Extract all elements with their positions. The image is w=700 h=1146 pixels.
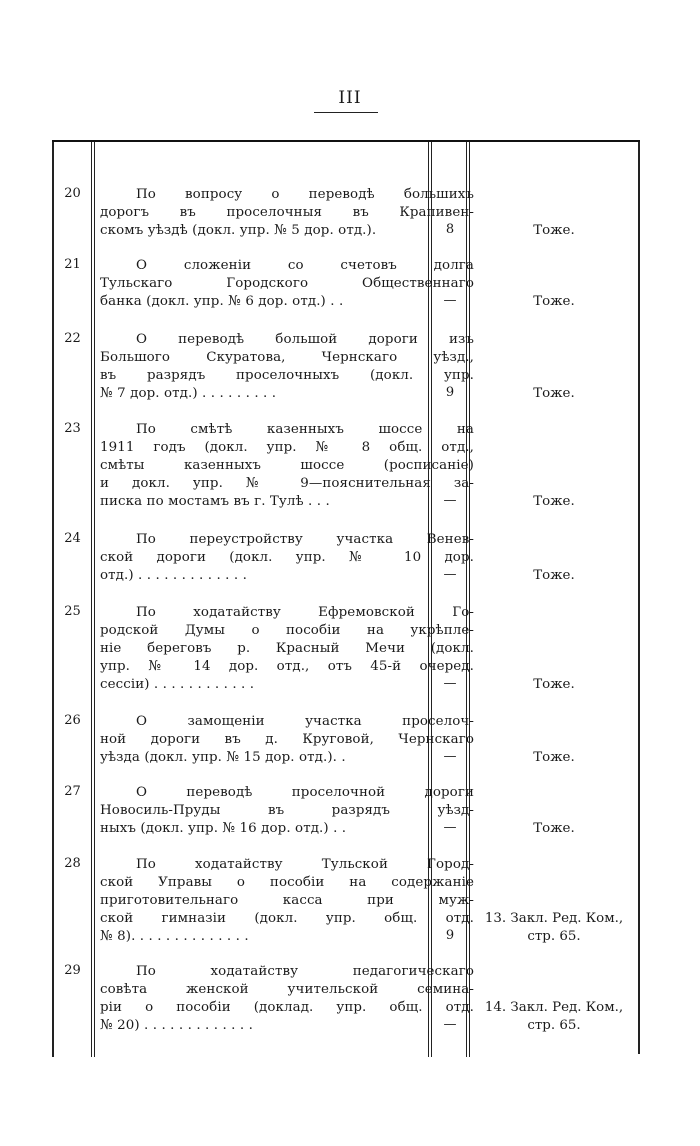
- row-number: 26: [64, 713, 81, 728]
- description-line: отд.) . . . . . . . . . . . . .: [100, 568, 247, 583]
- column-divider: [94, 142, 95, 1057]
- row-resolution: [472, 910, 636, 946]
- resolution-line: Тоже.: [533, 386, 575, 401]
- resolution-line: Тоже.: [533, 568, 575, 583]
- description-line: № 7 дор. отд.) . . . . . . . . .: [100, 386, 277, 401]
- description-line: О сложеніи со счетовъ долга: [136, 258, 474, 273]
- description-line: О переводѣ проселочной дороги: [136, 785, 474, 800]
- description-line: По ходатайству педагогическаго: [136, 964, 474, 979]
- row-description: [100, 186, 474, 240]
- row-description: [100, 331, 474, 403]
- description-line: писка по мостамъ въ г. Тулѣ . . .: [100, 494, 330, 509]
- row-description: [100, 421, 474, 511]
- page-reference: —: [443, 749, 457, 764]
- description-line: ской дороги (докл. упр. № 10 дор.: [100, 550, 474, 565]
- row-description: [100, 531, 474, 585]
- description-line: и докл. упр. № 9—пояснительная за-: [100, 476, 474, 491]
- resolution-line: Тоже.: [533, 494, 575, 509]
- row-resolution: [472, 999, 636, 1035]
- row-description: [100, 257, 474, 311]
- description-line: По переустройству участка Венев-: [136, 532, 474, 547]
- description-line: дорогъ въ проселочныя въ Крапивен-: [100, 205, 474, 220]
- description-line: ской Управы о пособіи на содержаніе: [100, 875, 474, 890]
- description-line: 1911 годъ (докл. упр. № 8 общ. отд.,: [100, 440, 474, 455]
- row-description: [100, 856, 474, 946]
- row-resolution: [472, 222, 636, 240]
- description-line: По смѣтѣ казенныхъ шоссе на: [136, 422, 474, 437]
- resolution-line: Тоже.: [533, 223, 575, 238]
- description-line: уѣзда (докл. упр. № 15 дор. отд.). .: [100, 750, 346, 765]
- description-line: совѣта женской учительской семина-: [100, 982, 474, 997]
- description-line: О замощеніи участка проселоч-: [136, 714, 474, 729]
- description-line: По вопросу о переводѣ большихъ: [136, 187, 474, 202]
- row-description: [100, 604, 474, 694]
- table-top-rule: [52, 140, 640, 142]
- resolution-line: стр. 65.: [527, 1018, 581, 1033]
- row-description: [100, 963, 474, 1035]
- resolution-line: Тоже.: [533, 294, 575, 309]
- row-resolution: [472, 385, 636, 403]
- row-number: 28: [64, 856, 81, 871]
- row-resolution: [472, 293, 636, 311]
- page-reference: —: [443, 676, 457, 691]
- description-line: По ходатайству Ефремовской Го-: [136, 605, 474, 620]
- row-description: [100, 713, 474, 767]
- description-line: № 8). . . . . . . . . . . . . .: [100, 929, 249, 944]
- page-reference: 9: [445, 385, 455, 400]
- page-reference: —: [443, 293, 457, 308]
- row-number: 27: [64, 784, 81, 799]
- row-resolution: [472, 493, 636, 511]
- resolution-line: 13. Закл. Ред. Ком.,: [484, 911, 624, 926]
- description-line: банка (докл. упр. № 6 дор. отд.) . .: [100, 294, 344, 309]
- row-resolution: [472, 749, 636, 767]
- page-reference: 9: [445, 928, 455, 943]
- row-number: 21: [64, 257, 81, 272]
- row-number: 23: [64, 421, 81, 436]
- column-divider: [91, 142, 92, 1057]
- page-reference: —: [443, 820, 457, 835]
- resolution-line: Тоже.: [533, 677, 575, 692]
- row-number: 22: [64, 331, 81, 346]
- row-resolution: [472, 820, 636, 838]
- description-line: смѣты казенныхъ шоссе (росписаніе): [100, 458, 474, 473]
- resolution-line: стр. 65.: [527, 929, 581, 944]
- resolution-line: Тоже.: [533, 821, 575, 836]
- row-resolution: [472, 567, 636, 585]
- description-line: О переводѣ большой дороги изъ: [136, 332, 474, 347]
- description-line: По ходатайству Тульской Город-: [136, 857, 474, 872]
- description-line: въ разрядъ проселочныхъ (докл. упр.: [100, 368, 474, 383]
- description-line: скомъ уѣздѣ (докл. упр. № 5 дор. отд.).: [100, 223, 377, 238]
- resolution-line: 14. Закл. Ред. Ком.,: [484, 1000, 624, 1015]
- description-line: ной дороги въ д. Круговой, Чернскаго: [100, 732, 474, 747]
- table-left-border: [52, 142, 54, 1057]
- description-line: Большого Скуратова, Чернскаго уѣзд.,: [100, 350, 474, 365]
- row-number: 24: [64, 531, 81, 546]
- page-reference: —: [443, 1017, 457, 1032]
- page-reference: —: [443, 493, 457, 508]
- row-number: 29: [64, 963, 81, 978]
- page-reference: —: [443, 567, 457, 582]
- description-line: родской Думы о пособіи на укрѣпле-: [100, 623, 474, 638]
- description-line: ныхъ (докл. упр. № 16 дор. отд.) . .: [100, 821, 347, 836]
- row-number: 20: [64, 186, 81, 201]
- description-line: Тульскаго Городского Общественнаго: [100, 276, 474, 291]
- description-line: Новосиль-Пруды въ разрядъ уѣзд-: [100, 803, 474, 818]
- row-description: [100, 784, 474, 838]
- resolution-line: Тоже.: [533, 750, 575, 765]
- description-line: ской гимназіи (докл. упр. общ. отд.: [100, 911, 474, 926]
- page-number: III: [338, 88, 362, 108]
- row-resolution: [472, 676, 636, 694]
- description-line: приготовительнаго касса при муж-: [100, 893, 474, 908]
- description-line: № 20) . . . . . . . . . . . . .: [100, 1018, 253, 1033]
- table-right-border: [638, 142, 640, 1054]
- row-number: 25: [64, 604, 81, 619]
- description-line: упр. № 14 дор. отд., отъ 45-й очеред.: [100, 659, 474, 674]
- description-line: ніе береговъ р. Красный Мечи (докл.: [100, 641, 474, 656]
- page-number-underline: [314, 112, 378, 113]
- description-line: сессіи) . . . . . . . . . . . .: [100, 677, 255, 692]
- page-reference: 8: [445, 222, 455, 237]
- description-line: ріи о пособіи (доклад. упр. общ. отд.: [100, 1000, 474, 1015]
